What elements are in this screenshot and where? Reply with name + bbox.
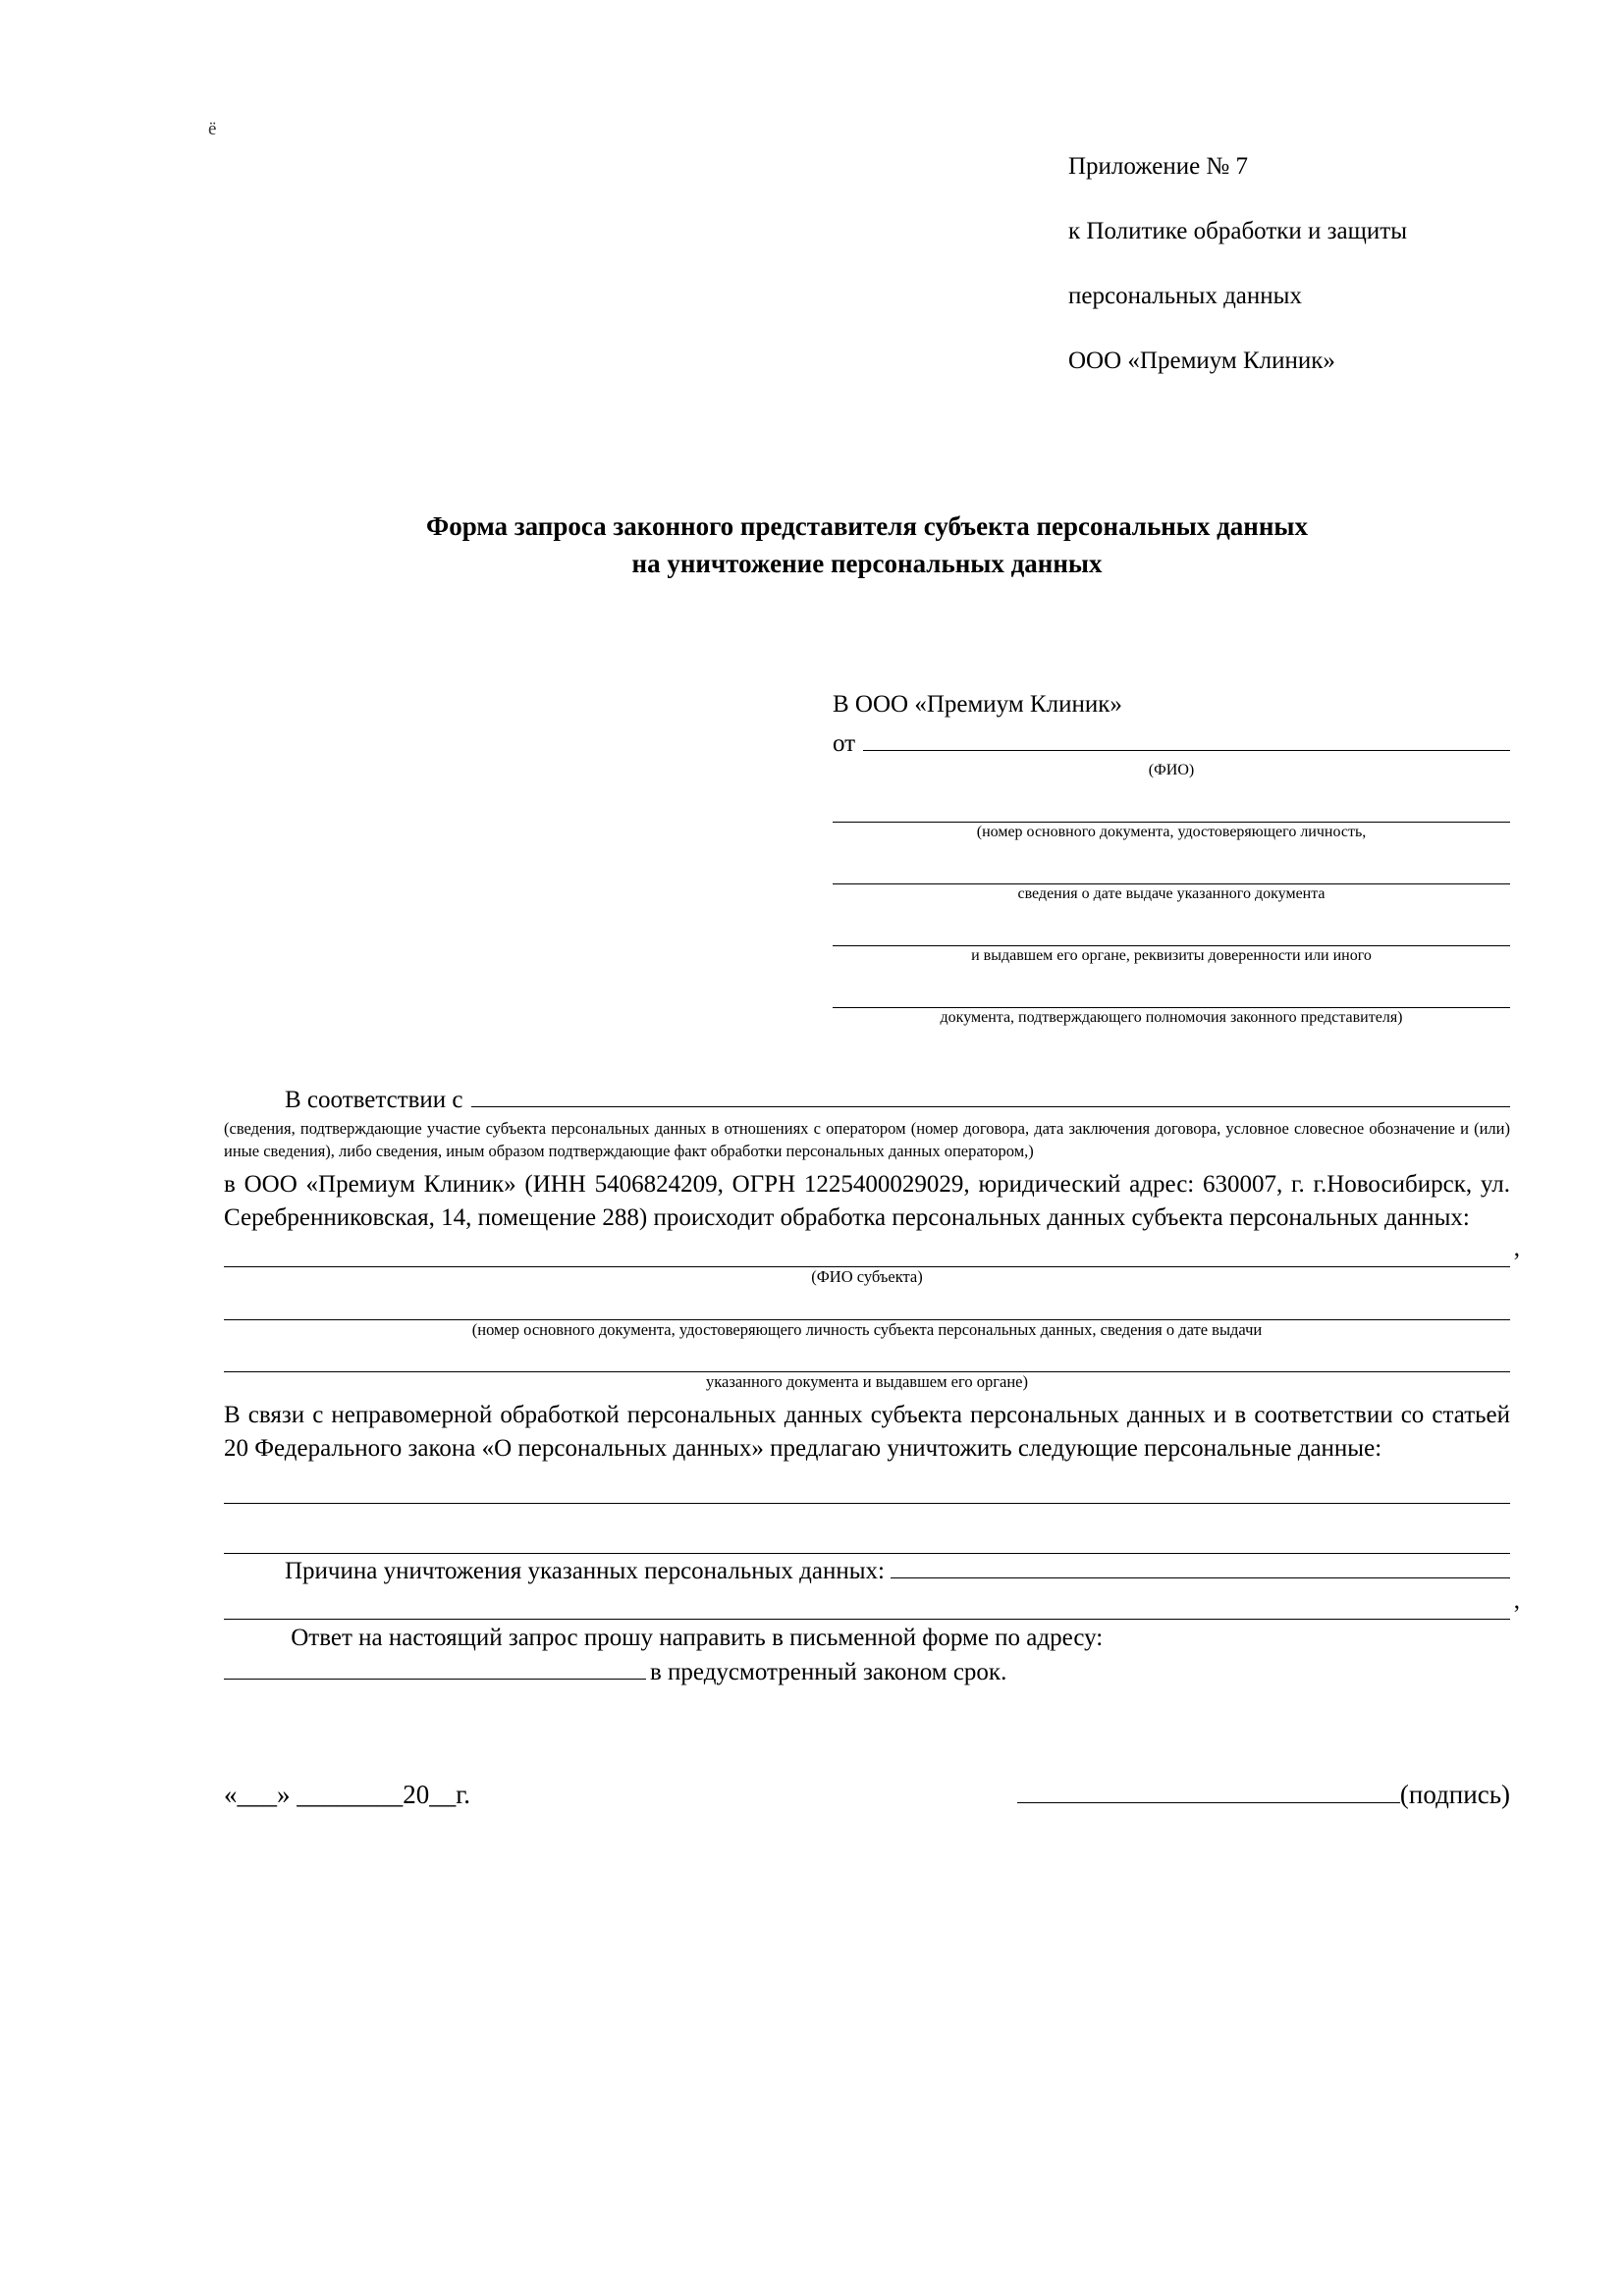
caption-subject-doc-2: указанного документа и выдавшем его органе) bbox=[706, 1372, 1028, 1392]
participation-note: (сведения, подтверждающие участие субъекта персональных данных в отношениях с оператором (номер договора, дата заключения договора, условное словесное обозначение и (или) иные сведения), либо сведения, иным образом подтверждающие факт обработки персональных данных оператором,) bbox=[224, 1119, 1510, 1160]
signature-row bbox=[224, 1777, 1510, 1810]
caption-subject-doc: (номер основного документа, удостоверяющего личность субъекта персональных данных, сведения о дате выдачи bbox=[471, 1319, 1263, 1339]
header-line-4: ООО «Премиум Клиник» bbox=[1068, 347, 1335, 374]
in-accordance-field[interactable] bbox=[471, 1085, 1510, 1107]
caption-doc-issuer: и выдавшем его органе, реквизиты доверенности или иного bbox=[971, 947, 1372, 965]
operator-paragraph: в ООО «Премиум Клиник» (ИНН 5406824209, ОГРН 1225400029029, юридический адрес: 630007, г. г.Новосибирск, ул. Серебренниковская, 14, помещение 288) происходит обработка персональных данных субъекта персональных данных: bbox=[224, 1170, 1510, 1231]
stray-character: ё bbox=[208, 119, 217, 139]
subject-doc-issuer-field[interactable] bbox=[224, 1344, 1510, 1372]
answer-paragraph-row bbox=[224, 1622, 1510, 1655]
header-line-2: к Политике обработки и защиты bbox=[1068, 218, 1408, 244]
doc-issuer-field[interactable] bbox=[833, 916, 1510, 946]
page-title-line-2: на уничтожение персональных данных bbox=[631, 549, 1103, 579]
answer-address-row bbox=[224, 1655, 1510, 1686]
subject-fio-field[interactable] bbox=[224, 1239, 1510, 1267]
doc-authority-field[interactable] bbox=[833, 978, 1510, 1008]
caption-subject-fio: (ФИО субъекта) bbox=[811, 1266, 923, 1286]
addressee-organization: В ООО «Премиум Клиник» bbox=[833, 690, 1122, 718]
caption-doc-number: (номер основного документа, удостоверяющего личность, bbox=[976, 824, 1367, 841]
answer-label-part-2: в предусмотренный законом срок. bbox=[650, 1658, 1007, 1685]
from-row bbox=[833, 728, 1510, 758]
caption-fio: (ФИО) bbox=[1148, 761, 1195, 778]
document-content bbox=[224, 118, 1510, 1810]
header-line-3: персональных данных bbox=[1068, 283, 1302, 309]
from-label: от bbox=[833, 729, 856, 757]
page-title bbox=[224, 507, 1510, 583]
subject-doc-group bbox=[224, 1292, 1510, 1341]
body-block bbox=[224, 1085, 1510, 1685]
data-to-destroy-field-1[interactable] bbox=[224, 1475, 1510, 1504]
caption-doc-authority: документа, подтверждающего полномочия законного представителя) bbox=[940, 1009, 1403, 1027]
caption-doc-date: сведения о дате выдаче указанного документа bbox=[1017, 885, 1326, 903]
reason-field-1[interactable] bbox=[891, 1556, 1510, 1578]
reason-field-2[interactable] bbox=[224, 1591, 1510, 1620]
reason-label: Причина уничтожения указанных персональных данных: bbox=[285, 1557, 885, 1584]
in-accordance-row bbox=[224, 1085, 1510, 1114]
subject-fio-group bbox=[224, 1239, 1510, 1288]
from-fio-field[interactable] bbox=[863, 728, 1510, 751]
doc-number-field[interactable] bbox=[833, 792, 1510, 823]
reason-row bbox=[224, 1556, 1510, 1585]
doc-date-field[interactable] bbox=[833, 854, 1510, 884]
answer-address-field[interactable] bbox=[224, 1655, 646, 1680]
signature-field[interactable] bbox=[1017, 1777, 1400, 1803]
date-stub[interactable]: «___» ________20__г. bbox=[224, 1779, 471, 1809]
data-to-destroy-field-2[interactable] bbox=[224, 1525, 1510, 1554]
header-line-1: Приложение № 7 bbox=[1068, 153, 1249, 180]
in-accordance-label: В соответствии с bbox=[285, 1087, 463, 1114]
signature-label: (подпись) bbox=[1399, 1779, 1510, 1809]
page-title-line-1: Форма запроса законного представителя субъекта персональных данных bbox=[426, 511, 1308, 541]
addressee-block bbox=[833, 691, 1510, 1029]
request-paragraph: В связи с неправомерной обработкой персональных данных субъекта персональных данных и в соответствии со статьей 20 Федерального закона «О персональных данных» предлагаю уничтожить следующие персональные данные: bbox=[224, 1401, 1510, 1462]
answer-label-part-1: Ответ на настоящий запрос прошу направить в письменной форме по адресу: bbox=[291, 1624, 1104, 1651]
subject-doc-group-2 bbox=[224, 1344, 1510, 1393]
header-block bbox=[1068, 118, 1510, 409]
subject-doc-field[interactable] bbox=[224, 1292, 1510, 1320]
